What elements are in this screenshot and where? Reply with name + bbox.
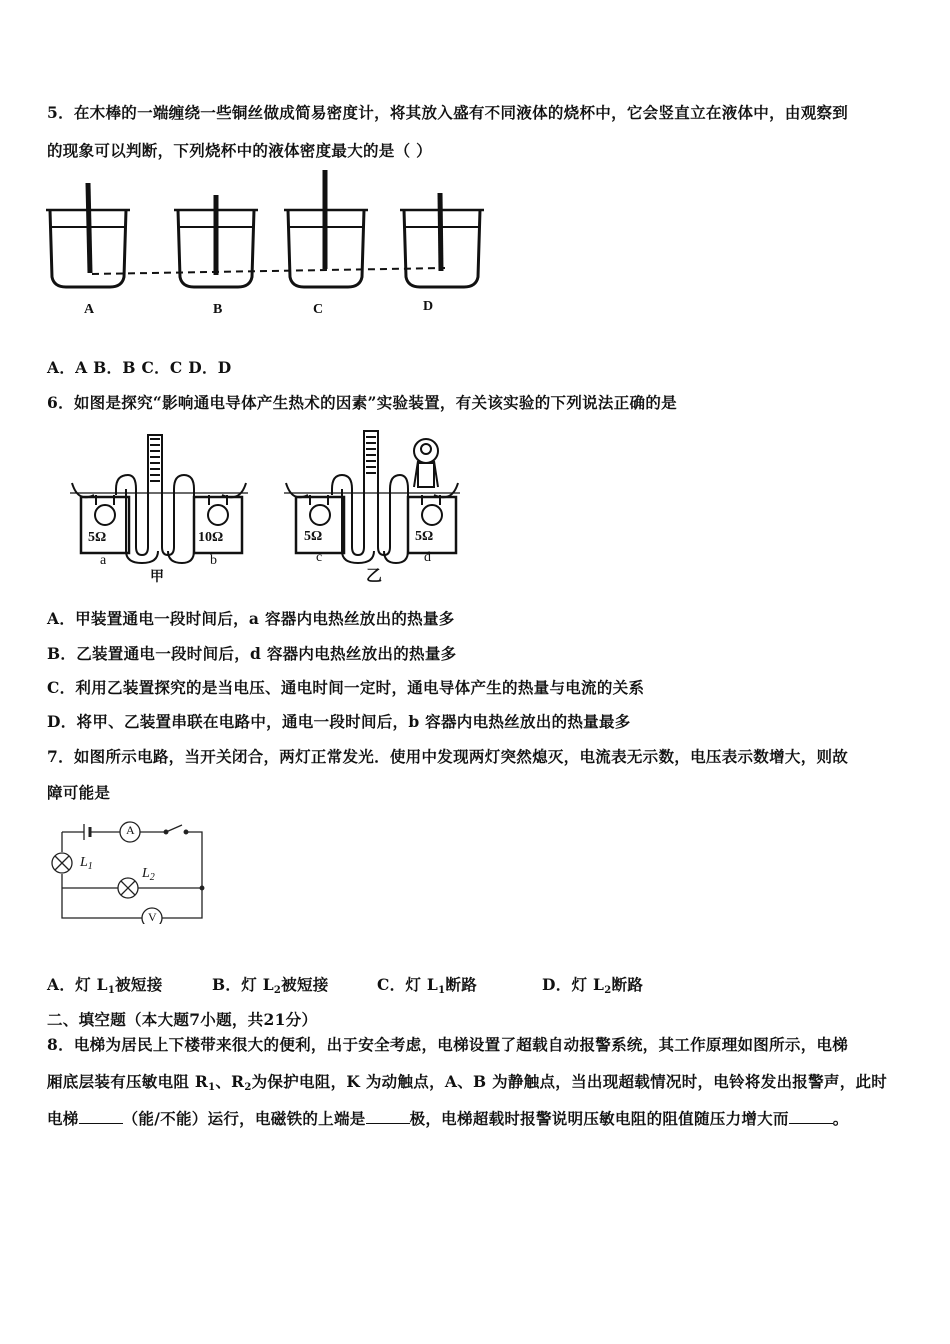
q6-option-b: B．乙装置通电一段时间后，d 容器内电热丝放出的热量多 [47,644,457,663]
q7-line2: 障可能是 [47,783,111,802]
q7-line1: 7．如图所示电路，当开关闭合，两灯正常发光．使用中发现两灯突然熄灭，电流表无示数，电压表示数增大，则故 [47,747,849,766]
beaker-label-b: B [213,302,223,317]
resistor-label-jia-1: 5Ω [88,530,107,545]
q8-line1: 8．电梯为居民上下楼带来很大的便利，出于安全考虑，电梯设置了超载自动报警系统，其工作原理如图所示，电梯 [47,1035,849,1054]
resistor-label-jia-2: 10Ω [198,530,224,545]
ammeter-label: A [126,823,135,837]
q6-option-a: A．甲装置通电一段时间后，a 容器内电热丝放出的热量多 [47,609,455,628]
resistor-label-yi-1: 5Ω [304,529,323,544]
answer-blank-1[interactable] [79,1109,123,1124]
q7-option-b: B．灯 $L_2$被短接 [212,975,329,996]
q7-options [47,973,643,996]
container-label-d: d [424,550,431,565]
q7-option-d: D．灯 $L_2$断路 [542,975,644,996]
beaker-label-c: C [313,302,324,317]
q8-line2: 厢底层装有压敏电阻 $R_1$、$R_2$为保护电阻，K 为动触点，A、B 为静触点，当出现超载情况时，电铃将发出报警声，此时 [47,1072,888,1093]
q5-line1: 5．在木棒的一端缠绕一些铜丝做成简易密度计，将其放入盛有不同液体的烧杯中，它会竖直立在液体中，由观察到 [47,103,849,122]
voltmeter-label: V [148,910,157,924]
setup-name-jia: 甲 [150,569,164,585]
q8-line3: 电梯 （能/不能）运行，电磁铁的上端是 极，电梯超载时报警说明压敏电阻的阻值随压力增大而 。 [47,1109,849,1128]
beaker-label-d: D [423,299,434,314]
section-title: 二、填空题（本大题7小题，共21分） [47,1010,318,1029]
q5-line2: 的现象可以判断，下列烧杯中的液体密度最大的是（ ） [47,141,432,160]
q6-option-c: C．利用乙装置探究的是当电压、通电时间一定时，通电导体产生的热量与电流的关系 [47,678,645,697]
q6-option-d: D．将甲、乙装置串联在电路中，通电一段时间后，b 容器内电热丝放出的热量最多 [47,712,631,731]
answer-blank-2[interactable] [366,1109,410,1124]
container-label-a: a [100,553,107,568]
container-label-b: b [210,553,217,568]
lamp-l2-label: $L_2$ [142,866,155,883]
q7-option-c: C．灯 $L_1$断路 [377,975,478,996]
container-label-c: c [316,550,323,565]
q5-options: A．A B．B C．C D．D [47,358,232,377]
lamp-l1-label: $L_1$ [80,855,93,872]
q6-stem: 6．如图是探究“影响通电导体产生热术的因素”实验装置，有关该实验的下列说法正确的是 [47,393,677,412]
beaker-label-a: A [84,302,95,317]
answer-blank-3[interactable] [789,1109,833,1124]
joule-heating-figure [66,425,476,590]
q7-option-a: A．灯 $L_1$被短接 [47,975,163,996]
resistor-label-yi-2: 5Ω [415,529,434,544]
setup-name-yi: 乙 [366,566,383,585]
